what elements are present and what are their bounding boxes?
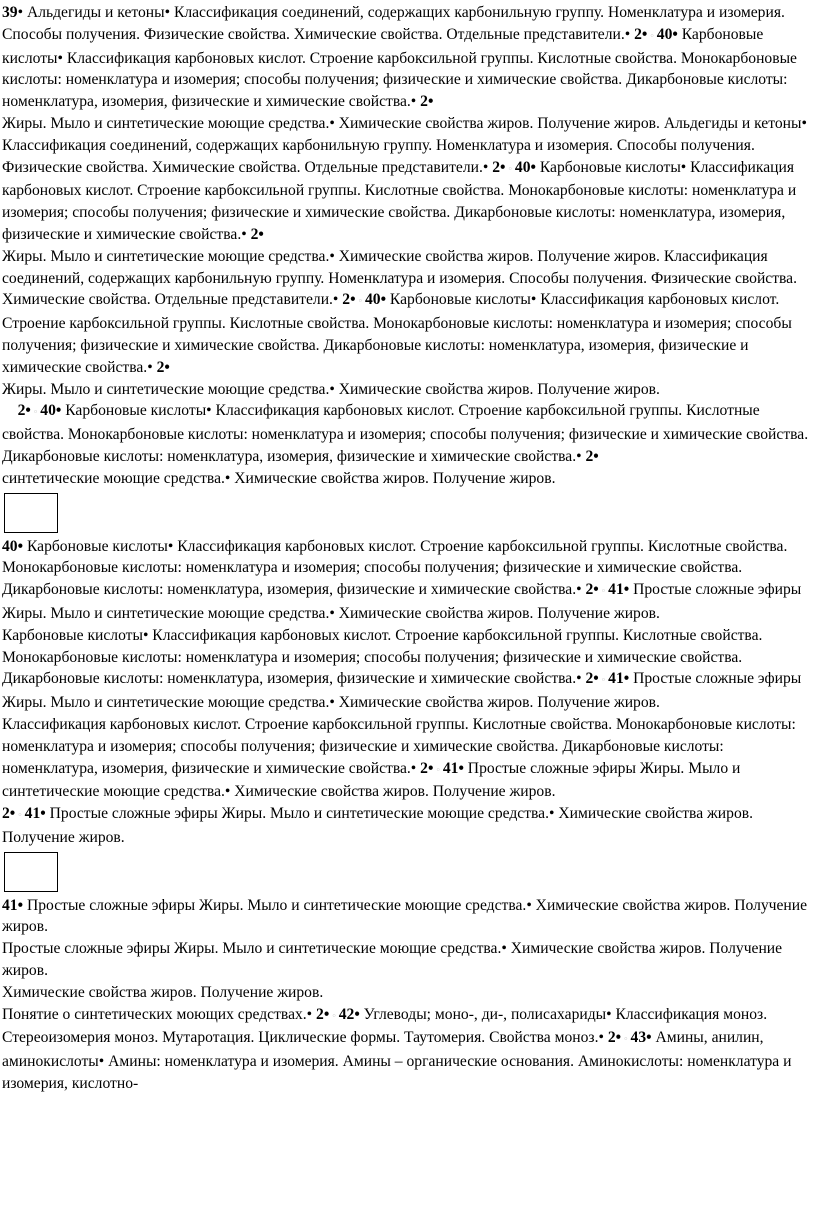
text-run: Простые сложные эфиры Жиры. Мыло и синтетические моющие средства.• Химические свойства жиров. Получение жиров. (2, 670, 802, 712)
paragraph (2, 468, 814, 490)
text-run: Карбоновые кислоты• Классификация карбоновых кислот. Строение карбоксильной группы. Кислотные свойства. Монокарбоновые кислоты: номенклатура и изомерия; способы получения; физические и химические свойства. Дикарбоновые кислоты: номенклатура, изомерия, физические и химические свойства.• (2, 25, 797, 111)
text-run (2, 402, 18, 419)
list-bullet-glyph: ◦ (433, 763, 443, 776)
text-run: Простые сложные эфиры Жиры. Мыло и синтетические моющие средства.• Химические свойства жиров. Получение жиров. (2, 759, 741, 801)
paragraph (2, 246, 814, 379)
empty-image-frame (4, 852, 58, 892)
bold-marker: 42• (338, 1005, 360, 1023)
text-run: Жиры. Мыло и синтетические моющие средства.• Химические свойства жиров. Получение жиров. Классификация соединений, содержащих карбонильную группу. Номенклатура и изомерия. Способы получения. Физические свойства. Химические свойства. Отдельные представители.• (2, 247, 797, 309)
paragraph (2, 379, 814, 401)
text-run: синтетические моющие средства.• Химические свойства жиров. Получение жиров. (2, 469, 556, 487)
bold-marker: 43• (630, 1029, 652, 1047)
bold-marker: 39 (2, 4, 18, 21)
empty-image-frame (4, 493, 58, 533)
text-run: Простые сложные эфиры Жиры. Мыло и синтетические моющие средства.• Химические свойства жиров. Получение жиров. (2, 896, 808, 936)
list-bullet-glyph: ◦ (621, 1033, 631, 1046)
bold-marker: 40• (2, 537, 24, 555)
text-run: Жиры. Мыло и синтетические моющие средства.• Химические свойства жиров. Получение жиров. (2, 380, 660, 398)
paragraph (2, 400, 814, 467)
bold-marker: 40• (656, 25, 678, 43)
bold-marker: 40• (364, 291, 387, 309)
list-bullet-glyph: ◦ (647, 29, 657, 42)
bold-marker: 2• (607, 1029, 622, 1047)
bold-marker: 2• (585, 447, 599, 465)
list-bullet-glyph: ◦ (598, 585, 609, 598)
paragraph (2, 2, 814, 113)
paragraph (2, 536, 814, 625)
text-run: Амины, анилин, аминокислоты• Амины: номенклатура и изомерия. Амины – органические основания. Аминокислоты: номенклатура и изомерия, кислотно- (2, 1029, 792, 1093)
list-bullet-glyph: ◦ (505, 162, 515, 175)
bold-marker: 2• (17, 402, 31, 420)
bold-marker: 41• (608, 581, 630, 599)
text-run: Простые сложные эфиры Жиры. Мыло и синтетические моющие средства.• Химические свойства жиров. Получение жиров. (2, 581, 802, 622)
text-run: Карбоновые кислоты• Классификация карбоновых кислот. Строение карбоксильной группы. Кислотные свойства. Монокарбоновые кислоты: номенклатура и изомерия; способы получения; физические и химические свойства. Дикарбоновые кислоты: номенклатура, изомерия, физические и химические свойства.• (2, 537, 788, 599)
text-run: Карбоновые кислоты• Классификация карбоновых кислот. Строение карбоксильной группы. Кислотные свойства. Монокарбоновые кислоты: номенклатура и изомерия; способы получения; физические и химические свойства. Дикарбоновые кислоты: номенклатура, изомерия, физические и химические свойства.• (2, 291, 792, 376)
text-run: Простые сложные эфиры Жиры. Мыло и синтетические моющие средства.• Химические свойства жиров. Получение жиров. (2, 805, 753, 846)
text-run: Жиры. Мыло и синтетические моющие средства.• Химические свойства жиров. Получение жиров. Альдегиды и кетоны• Классификация соединений, содержащих карбонильную группу. Номенклатура и изомерия. Способы получения. Физические свойства. Химические свойства. Отдельные представители.• (2, 114, 807, 176)
text-run: Простые сложные эфиры Жиры. Мыло и синтетические моющие средства.• Химические свойства жиров. Получение жиров. (2, 940, 783, 980)
bold-marker: 2• (250, 225, 264, 243)
bold-marker: 2• (316, 1005, 330, 1023)
paragraph (2, 714, 814, 803)
text-run: Карбоновые кислоты• Классификация карбоновых кислот. Строение карбоксильной группы. Кислотные свойства. Монокарбоновые кислоты: номенклатура и изомерия; способы получения; физические и химические свойства. Дикарбоновые кислоты: номенклатура, изомерия, физические и химические свойства.• (2, 402, 809, 465)
paragraph (2, 982, 814, 1004)
bold-marker: 41• (2, 896, 24, 914)
bold-marker: 41• (24, 805, 46, 823)
text-run: • Альдегиды и кетоны• Классификация соединений, содержащих карбонильную группу. Номенклатура и изомерия. Способы получения. Физические свойства. Химические свойства. Отдельные представители.• (2, 4, 785, 43)
list-bullet-glyph: ◦ (598, 674, 609, 687)
bold-marker: 2• (634, 25, 648, 43)
list-bullet-glyph: ◦ (15, 809, 25, 822)
list-bullet-glyph: ◦ (329, 1009, 339, 1022)
text-run: Карбоновые кислоты• Классификация карбоновых кислот. Строение карбоксильной группы. Кислотные свойства. Монокарбоновые кислоты: номенклатура и изомерия; способы получения; физические и химические свойства. Дикарбоновые кислоты: номенклатура, изомерия, физические и химические свойства.• (2, 626, 763, 688)
list-bullet-glyph: ◦ (30, 406, 41, 419)
bold-marker: 2• (585, 670, 599, 688)
bold-marker: 2• (420, 93, 434, 111)
bold-marker: 41• (442, 759, 464, 777)
text-run: Углеводы; моно-, ди-, полисахариды• Классификация моноз. Стереоизомерия моноз. Мутаротация. Циклические формы. Таутомерия. Свойства моноз.• (2, 1005, 768, 1047)
bold-marker: 2• (2, 805, 16, 823)
paragraph (2, 895, 814, 939)
text-run: Химические свойства жиров. Получение жиров. (2, 983, 324, 1001)
paragraph (2, 625, 814, 714)
paragraph (2, 113, 814, 246)
bold-marker: 40• (514, 158, 536, 176)
bold-marker: 41• (608, 670, 630, 688)
bold-marker: 2• (420, 759, 434, 777)
bold-marker: 2• (342, 291, 356, 309)
text-run: Карбоновые кислоты• Классификация карбоновых кислот. Строение карбоксильной группы. Кислотные свойства. Монокарбоновые кислоты: номенклатура и изомерия; способы получения; физические и химические свойства. Дикарбоновые кислоты: номенклатура, изомерия, физические и химические свойства.• (2, 158, 797, 243)
bold-marker: 40• (40, 402, 62, 420)
text-run: Классификация карбоновых кислот. Строение карбоксильной группы. Кислотные свойства. Монокарбоновые кислоты: номенклатура и изомерия; способы получения; физические и химические свойства. Дикарбоновые кислоты: номенклатура, изомерия, физические и химические свойства.• (2, 715, 796, 777)
list-bullet-glyph: ◦ (355, 295, 365, 308)
paragraph (2, 938, 814, 982)
paragraph (2, 803, 814, 849)
text-run: Понятие о синтетических моющих средствах.• (2, 1005, 317, 1023)
bold-marker: 2• (156, 358, 170, 376)
bold-marker: 2• (492, 158, 506, 176)
paragraph (2, 1004, 814, 1095)
bold-marker: 2• (585, 581, 599, 599)
